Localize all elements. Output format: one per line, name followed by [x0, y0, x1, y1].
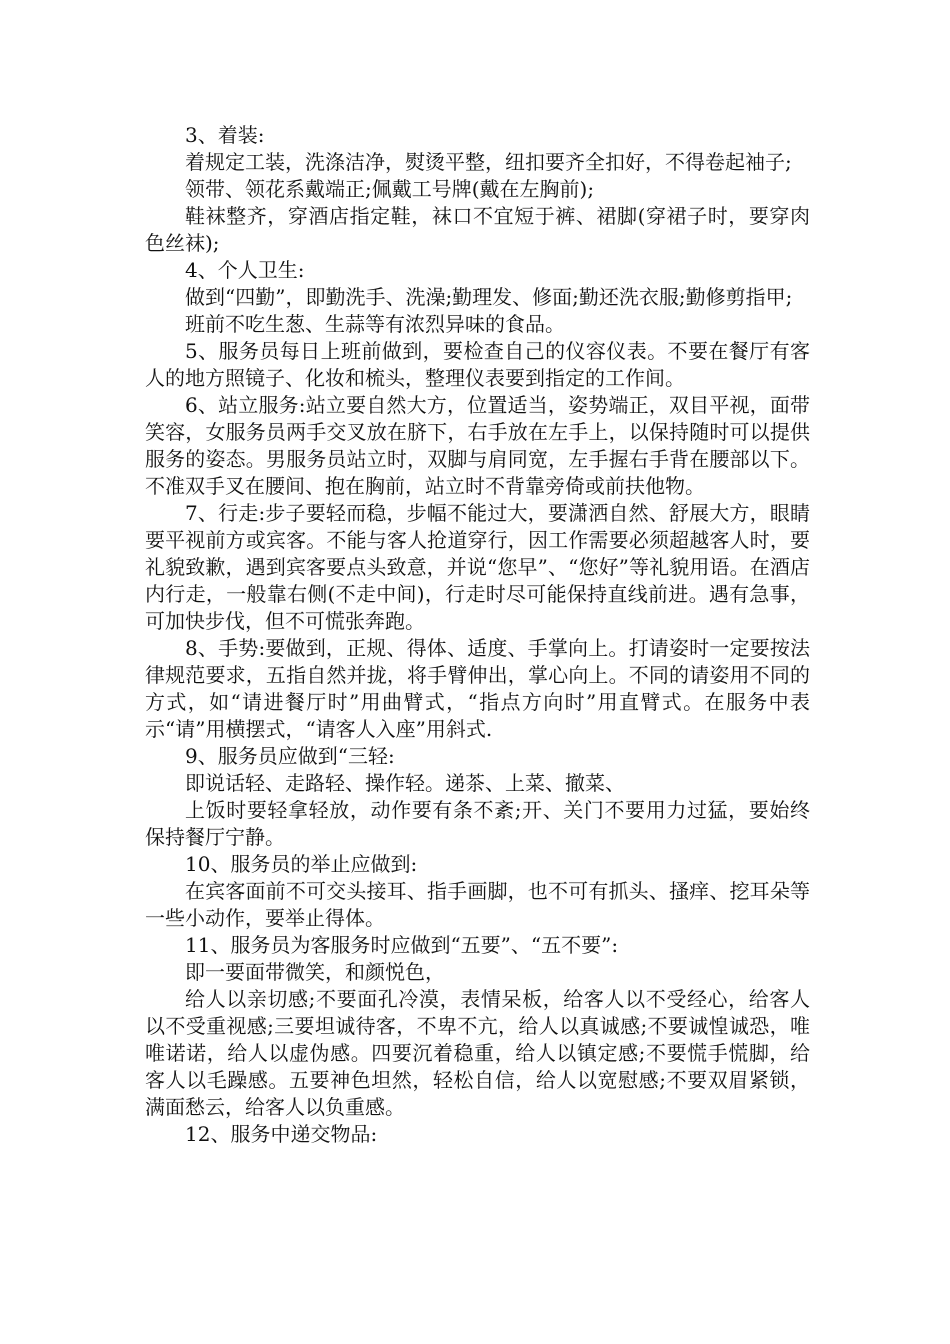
paragraph-uniform: 着规定工装，洗涤洁净，熨烫平整，纽扣要齐全扣好，不得卷起袖子; — [185, 150, 792, 174]
paragraph-quiet-actions: 即说话轻、走路轻、操作轻。递茶、上菜、撤菜、 — [185, 771, 625, 795]
paragraph-five-dos-donts: 给人以亲切感;不要面孔冷漠，表情呆板，给客人以不受经心，给客人以不受重视感;三要坦诚待客，不卑不亢，给人以真诚感;不要诚惶诚恐，唯唯诺诺，给人以虚伪感。四要沉着稳重，给人以镇定感;不要慌手慌脚，给客人以毛躁感。五要神色坦然，轻松自信，给人以宽慰感;不要双眉紧锁，满面愁云，给客人以负重感。 — [145, 987, 810, 1119]
paragraph-no-odor-food: 班前不吃生葱、生蒜等有浓烈异味的食品。 — [185, 312, 565, 336]
heading-attire: 3、着装: — [185, 123, 265, 147]
paragraph-conduct: 在宾客面前不可交头接耳、指手画脚，也不可有抓头、搔痒、挖耳朵等一些小动作，要举止得体。 — [145, 879, 810, 930]
heading-handing-items: 12、服务中递交物品: — [185, 1122, 378, 1146]
paragraph-handle-gently: 上饭时要轻拿轻放，动作要有条不紊;开、关门不要用力过猛，要始终保持餐厅宁静。 — [145, 798, 810, 849]
heading-three-lights: 9、服务员应做到“三轻: — [185, 744, 395, 768]
paragraph-tie-badge: 领带、领花系戴端正;佩戴工号牌(戴在左胸前); — [185, 177, 595, 201]
paragraph-shoes-socks: 鞋袜整齐，穿酒店指定鞋，袜口不宜短于裤、裙脚(穿裙子时，要穿肉色丝袜); — [145, 204, 810, 255]
heading-five-dos-donts: 11、服务员为客服务时应做到“五要”、“五不要”: — [185, 933, 619, 957]
paragraph-gestures: 8、手势:要做到，正规、得体、适度、手掌向上。打请姿时一定要按法律规范要求，五指自然并拢，将手臂伸出，掌心向上。不同的请姿用不同的方式，如“请进餐厅时”用曲臂式，“指点方向时”用直臂式。在服务中表示“请”用横摆式，“请客人入座”用斜式. — [145, 636, 810, 741]
heading-conduct: 10、服务员的举止应做到: — [185, 852, 418, 876]
paragraph-four-diligences: 做到“四勤”，即勤洗手、洗澡;勤理发、修面;勤还洗衣服;勤修剪指甲; — [185, 285, 793, 309]
document-body — [145, 122, 810, 1148]
heading-hygiene: 4、个人卫生: — [185, 258, 305, 282]
paragraph-walking: 7、行走:步子要轻而稳，步幅不能过大，要潇洒自然、舒展大方，眼睛要平视前方或宾客。不能与客人抢道穿行，因工作需要必须超越客人时，要礼貌致歉，遇到宾客要点头致意，并说“您早”、“您好”等礼貌用语。在酒店内行走，一般靠右侧(不走中间)，行走时尽可能保持直线前进。遇有急事，可加快步伐，但不可慌张奔跑。 — [145, 501, 810, 633]
paragraph-grooming-check: 5、服务员每日上班前做到，要检查自己的仪容仪表。不要在餐厅有客人的地方照镜子、化妆和梳头，整理仪表要到指定的工作间。 — [145, 339, 810, 390]
paragraph-standing-service: 6、站立服务:站立要自然大方，位置适当，姿势端正，双目平视，面带笑容，女服务员两手交叉放在脐下，右手放在左手上，以保持随时可以提供服务的姿态。男服务员站立时，双脚与肩同宽，左手握右手背在腰部以下。不准双手叉在腰间、抱在胸前，站立时不背靠旁倚或前扶他物。 — [145, 393, 810, 498]
paragraph-smile: 即一要面带微笑，和颜悦色， — [185, 960, 445, 984]
